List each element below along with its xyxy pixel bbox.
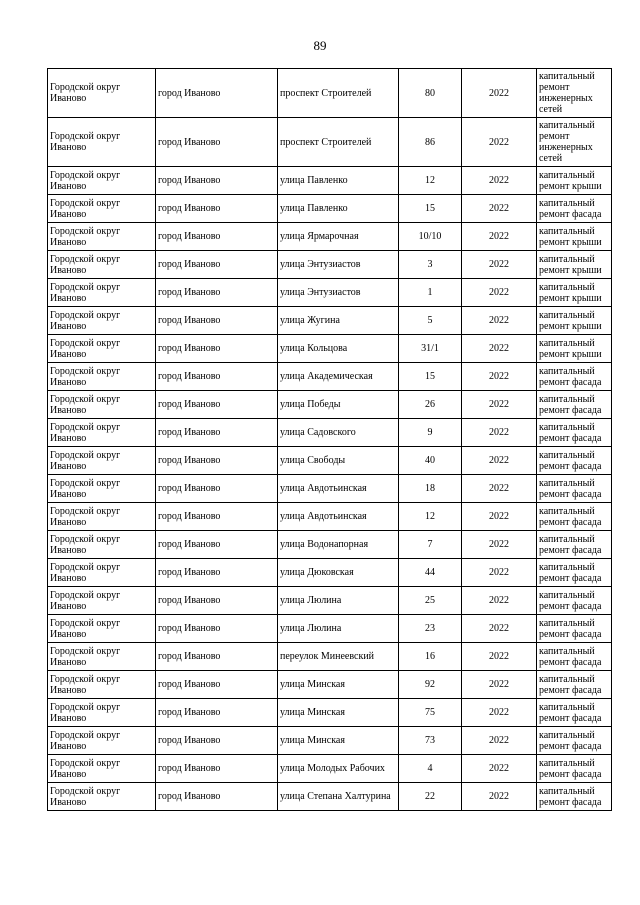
settlement-cell: город Иваново — [156, 783, 278, 811]
year-cell: 2022 — [462, 587, 537, 615]
work-type-cell: капитальный ремонт фасада — [537, 391, 612, 419]
year-cell: 2022 — [462, 118, 537, 167]
table-row — [48, 69, 612, 118]
settlement-cell: город Иваново — [156, 307, 278, 335]
year-cell: 2022 — [462, 363, 537, 391]
settlement-cell: город Иваново — [156, 699, 278, 727]
work-type-cell: капитальный ремонт фасада — [537, 475, 612, 503]
settlement-cell: город Иваново — [156, 727, 278, 755]
table-row — [48, 643, 612, 671]
street-cell: улица Дюковская — [278, 559, 399, 587]
work-type-cell: капитальный ремонт фасада — [537, 783, 612, 811]
street-cell: улица Водонапорная — [278, 531, 399, 559]
table-row — [48, 419, 612, 447]
municipality-cell: Городской округ Иваново — [48, 475, 156, 503]
settlement-cell: город Иваново — [156, 559, 278, 587]
year-cell: 2022 — [462, 391, 537, 419]
year-cell: 2022 — [462, 727, 537, 755]
table-row — [48, 335, 612, 363]
street-cell: улица Молодых Рабочих — [278, 755, 399, 783]
street-cell: улица Академическая — [278, 363, 399, 391]
house-number-cell: 44 — [399, 559, 462, 587]
work-type-cell: капитальный ремонт фасада — [537, 447, 612, 475]
work-type-cell: капитальный ремонт фасада — [537, 531, 612, 559]
street-cell: улица Авдотьинская — [278, 475, 399, 503]
house-number-cell: 16 — [399, 643, 462, 671]
street-cell: улица Павленко — [278, 167, 399, 195]
year-cell: 2022 — [462, 69, 537, 118]
municipality-cell: Городской округ Иваново — [48, 643, 156, 671]
work-type-cell: капитальный ремонт фасада — [537, 363, 612, 391]
municipality-cell: Городской округ Иваново — [48, 783, 156, 811]
settlement-cell: город Иваново — [156, 531, 278, 559]
table-row — [48, 307, 612, 335]
municipality-cell: Городской округ Иваново — [48, 755, 156, 783]
street-cell: улица Свободы — [278, 447, 399, 475]
street-cell: улица Кольцова — [278, 335, 399, 363]
house-number-cell: 75 — [399, 699, 462, 727]
work-type-cell: капитальный ремонт фасада — [537, 643, 612, 671]
settlement-cell: город Иваново — [156, 279, 278, 307]
page-number: 89 — [313, 38, 327, 53]
work-type-cell: капитальный ремонт фасада — [537, 755, 612, 783]
settlement-cell: город Иваново — [156, 195, 278, 223]
house-number-cell: 5 — [399, 307, 462, 335]
year-cell: 2022 — [462, 195, 537, 223]
street-cell: улица Ярмарочная — [278, 223, 399, 251]
municipality-cell: Городской округ Иваново — [48, 587, 156, 615]
municipality-cell: Городской округ Иваново — [48, 699, 156, 727]
house-number-cell: 26 — [399, 391, 462, 419]
work-type-cell: капитальный ремонт крыши — [537, 307, 612, 335]
work-type-cell: капитальный ремонт фасада — [537, 559, 612, 587]
year-cell: 2022 — [462, 307, 537, 335]
year-cell: 2022 — [462, 419, 537, 447]
house-number-cell: 10/10 — [399, 223, 462, 251]
year-cell: 2022 — [462, 167, 537, 195]
house-number-cell: 12 — [399, 503, 462, 531]
house-number-cell: 7 — [399, 531, 462, 559]
municipality-cell: Городской округ Иваново — [48, 195, 156, 223]
municipality-cell: Городской округ Иваново — [48, 615, 156, 643]
municipality-cell: Городской округ Иваново — [48, 531, 156, 559]
year-cell: 2022 — [462, 279, 537, 307]
settlement-cell: город Иваново — [156, 118, 278, 167]
table-row — [48, 559, 612, 587]
municipality-cell: Городской округ Иваново — [48, 251, 156, 279]
work-type-cell: капитальный ремонт крыши — [537, 251, 612, 279]
table-row — [48, 363, 612, 391]
municipality-cell: Городской округ Иваново — [48, 391, 156, 419]
settlement-cell: город Иваново — [156, 671, 278, 699]
house-number-cell: 22 — [399, 783, 462, 811]
street-cell: улица Энтузиастов — [278, 279, 399, 307]
table-body — [48, 69, 612, 811]
work-type-cell: капитальный ремонт крыши — [537, 223, 612, 251]
settlement-cell: город Иваново — [156, 447, 278, 475]
year-cell: 2022 — [462, 475, 537, 503]
municipality-cell: Городской округ Иваново — [48, 503, 156, 531]
house-number-cell: 73 — [399, 727, 462, 755]
year-cell: 2022 — [462, 223, 537, 251]
street-cell: проспект Строителей — [278, 69, 399, 118]
work-type-cell: капитальный ремонт крыши — [537, 279, 612, 307]
work-type-cell: капитальный ремонт фасада — [537, 671, 612, 699]
table-row — [48, 615, 612, 643]
work-type-cell: капитальный ремонт инженерных сетей — [537, 118, 612, 167]
year-cell: 2022 — [462, 559, 537, 587]
house-number-cell: 86 — [399, 118, 462, 167]
settlement-cell: город Иваново — [156, 251, 278, 279]
house-number-cell: 3 — [399, 251, 462, 279]
settlement-cell: город Иваново — [156, 419, 278, 447]
year-cell: 2022 — [462, 531, 537, 559]
house-number-cell: 40 — [399, 447, 462, 475]
municipality-cell: Городской округ Иваново — [48, 167, 156, 195]
municipality-cell: Городской округ Иваново — [48, 118, 156, 167]
municipality-cell: Городской округ Иваново — [48, 447, 156, 475]
settlement-cell: город Иваново — [156, 223, 278, 251]
street-cell: улица Минская — [278, 727, 399, 755]
street-cell: улица Авдотьинская — [278, 503, 399, 531]
street-cell: проспект Строителей — [278, 118, 399, 167]
municipality-cell: Городской округ Иваново — [48, 69, 156, 118]
table-row — [48, 279, 612, 307]
work-type-cell: капитальный ремонт фасада — [537, 195, 612, 223]
house-number-cell: 80 — [399, 69, 462, 118]
year-cell: 2022 — [462, 643, 537, 671]
municipality-cell: Городской округ Иваново — [48, 559, 156, 587]
work-type-cell: капитальный ремонт инженерных сетей — [537, 69, 612, 118]
repair-schedule-table — [47, 68, 612, 811]
table-row — [48, 699, 612, 727]
year-cell: 2022 — [462, 503, 537, 531]
house-number-cell: 15 — [399, 195, 462, 223]
settlement-cell: город Иваново — [156, 391, 278, 419]
table-row — [48, 755, 612, 783]
table-row — [48, 223, 612, 251]
house-number-cell: 92 — [399, 671, 462, 699]
house-number-cell: 23 — [399, 615, 462, 643]
settlement-cell: город Иваново — [156, 587, 278, 615]
work-type-cell: капитальный ремонт фасада — [537, 503, 612, 531]
year-cell: 2022 — [462, 335, 537, 363]
street-cell: улица Жугина — [278, 307, 399, 335]
settlement-cell: город Иваново — [156, 755, 278, 783]
table-row — [48, 503, 612, 531]
municipality-cell: Городской округ Иваново — [48, 307, 156, 335]
house-number-cell: 4 — [399, 755, 462, 783]
settlement-cell: город Иваново — [156, 167, 278, 195]
house-number-cell: 31/1 — [399, 335, 462, 363]
municipality-cell: Городской округ Иваново — [48, 363, 156, 391]
table-row — [48, 447, 612, 475]
year-cell: 2022 — [462, 671, 537, 699]
street-cell: переулок Минеевский — [278, 643, 399, 671]
table-row — [48, 727, 612, 755]
year-cell: 2022 — [462, 755, 537, 783]
municipality-cell: Городской округ Иваново — [48, 671, 156, 699]
table-row — [48, 671, 612, 699]
table-row — [48, 783, 612, 811]
house-number-cell: 25 — [399, 587, 462, 615]
settlement-cell: город Иваново — [156, 503, 278, 531]
work-type-cell: капитальный ремонт крыши — [537, 167, 612, 195]
work-type-cell: капитальный ремонт фасада — [537, 615, 612, 643]
work-type-cell: капитальный ремонт крыши — [537, 335, 612, 363]
table-row — [48, 391, 612, 419]
street-cell: улица Люлина — [278, 587, 399, 615]
house-number-cell: 9 — [399, 419, 462, 447]
year-cell: 2022 — [462, 251, 537, 279]
municipality-cell: Городской округ Иваново — [48, 223, 156, 251]
table-row — [48, 475, 612, 503]
settlement-cell: город Иваново — [156, 615, 278, 643]
street-cell: улица Садовского — [278, 419, 399, 447]
municipality-cell: Городской округ Иваново — [48, 279, 156, 307]
house-number-cell: 15 — [399, 363, 462, 391]
settlement-cell: город Иваново — [156, 475, 278, 503]
settlement-cell: город Иваново — [156, 69, 278, 118]
municipality-cell: Городской округ Иваново — [48, 727, 156, 755]
year-cell: 2022 — [462, 783, 537, 811]
street-cell: улица Победы — [278, 391, 399, 419]
work-type-cell: капитальный ремонт фасада — [537, 727, 612, 755]
work-type-cell: капитальный ремонт фасада — [537, 699, 612, 727]
street-cell: улица Степана Халтурина — [278, 783, 399, 811]
house-number-cell: 1 — [399, 279, 462, 307]
street-cell: улица Минская — [278, 699, 399, 727]
year-cell: 2022 — [462, 699, 537, 727]
street-cell: улица Энтузиастов — [278, 251, 399, 279]
settlement-cell: город Иваново — [156, 643, 278, 671]
work-type-cell: капитальный ремонт фасада — [537, 419, 612, 447]
year-cell: 2022 — [462, 447, 537, 475]
table-row — [48, 195, 612, 223]
work-type-cell: капитальный ремонт фасада — [537, 587, 612, 615]
house-number-cell: 18 — [399, 475, 462, 503]
table-row — [48, 118, 612, 167]
table-row — [48, 531, 612, 559]
settlement-cell: город Иваново — [156, 363, 278, 391]
settlement-cell: город Иваново — [156, 335, 278, 363]
street-cell: улица Минская — [278, 671, 399, 699]
table-row — [48, 587, 612, 615]
municipality-cell: Городской округ Иваново — [48, 335, 156, 363]
table-row — [48, 251, 612, 279]
municipality-cell: Городской округ Иваново — [48, 419, 156, 447]
house-number-cell: 12 — [399, 167, 462, 195]
street-cell: улица Павленко — [278, 195, 399, 223]
table-row — [48, 167, 612, 195]
year-cell: 2022 — [462, 615, 537, 643]
street-cell: улица Люлина — [278, 615, 399, 643]
